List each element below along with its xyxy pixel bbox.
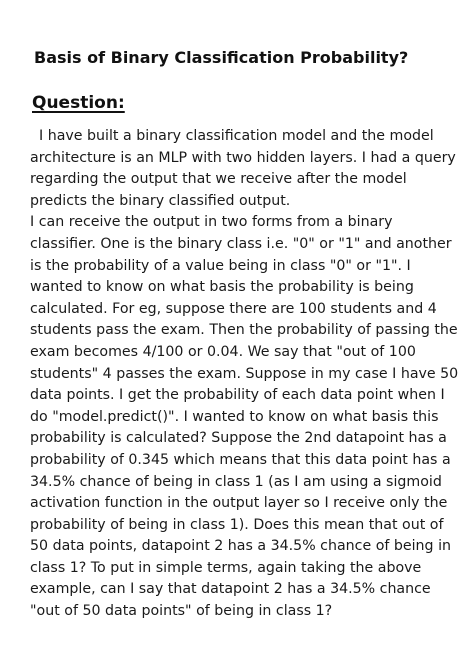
question-paragraph-1: I have built a binary classification model and the model architecture is an MLP with two hidden layers. I had a query regarding the output that we receive after the model predicts the binary classified output.: [30, 128, 461, 209]
question-paragraph-2: I can receive the output in two forms from a binary classifier. One is the binary class i.e. "0" or "1" and another is the probability of a value being in class "0" or "1". I wanted to know on what basis the probability is being calculated. For eg, suppose there are 100 students and 4 students pass the exam. Then the probability of passing the exam becomes 4/100 or 0.04. We say that "out of 100 students" 4 passes the exam. Suppose in my case I have 50 data points. I get the probability of each data point when I do "model.predict()". I wanted to know on what basis this probability is calculated? Suppose the 2nd datapoint has a probability of 0.345 which means that this data point has a 34.5% chance of being in class 1 (as I am using a sigmoid activation function in the output layer so I receive only the probability of being in class 1). Does this mean that out of 50 data points, datapoint 2 has a 34.5% chance of being in class 1? To put in simple terms, again taking the above example, can I say that datapoint 2 has a 34.5% chance "out of 50 data points" of being in class 1?: [30, 214, 463, 620]
question-heading: Question:: [32, 93, 125, 113]
page-title: Basis of Binary Classification Probability?: [34, 48, 409, 67]
question-body: [30, 126, 462, 623]
